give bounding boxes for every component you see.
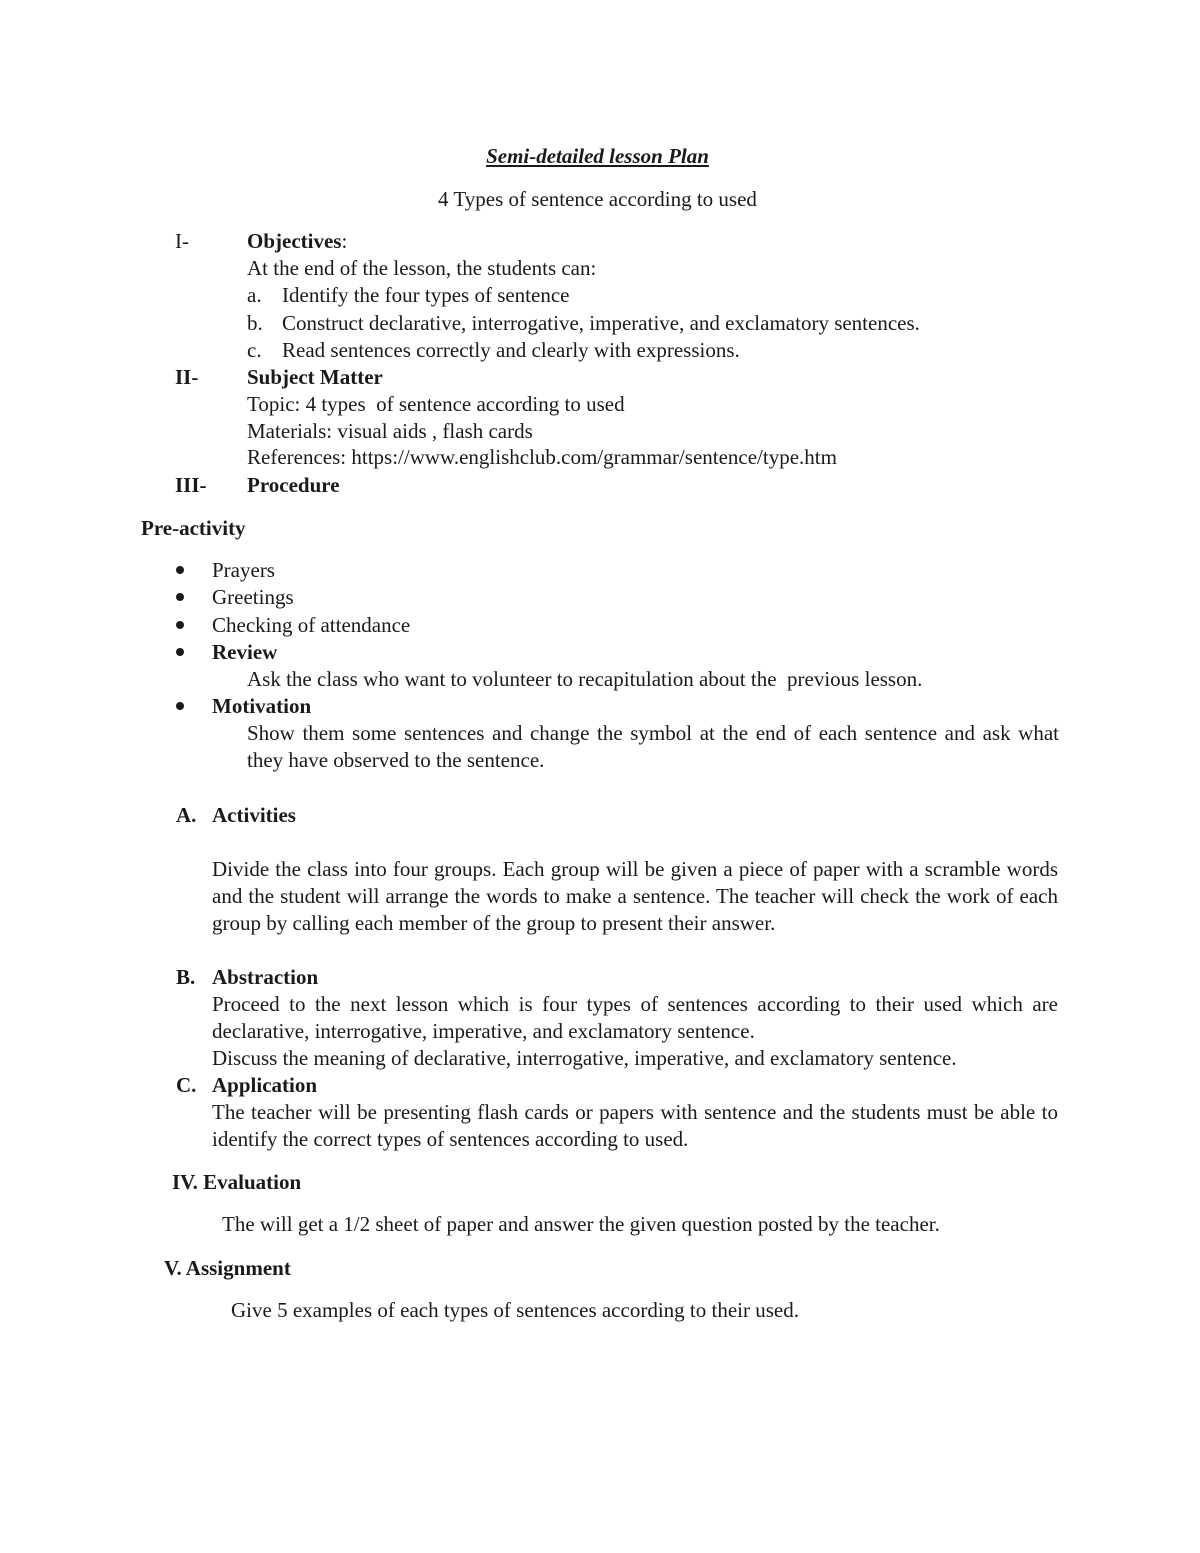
assignment-text: Give 5 examples of each types of sentences according to their used. [231, 1298, 799, 1322]
pre-activity-heading: Pre-activity [141, 516, 246, 540]
objective-letter: a. [247, 283, 262, 307]
objective-item: Identify the four types of sentence [282, 283, 570, 307]
bullet-icon [176, 621, 184, 629]
subject-references: References: https://www.englishclub.com/grammar/sentence/type.htm [247, 445, 837, 469]
bullet-icon [176, 648, 184, 656]
document-title: Semi-detailed lesson Plan [486, 144, 709, 168]
objective-letter: b. [247, 311, 263, 335]
review-text: Ask the class who want to volunteer to recapitulation about the previous lesson. [247, 667, 923, 691]
objectives-intro: At the end of the lesson, the students can: [247, 256, 597, 280]
pre-activity-item: Checking of attendance [212, 613, 411, 637]
objectives-numeral: I- [175, 229, 189, 253]
review-heading: Review [212, 640, 278, 664]
bullet-icon [176, 593, 184, 601]
objective-item: Read sentences correctly and clearly with expressions. [282, 338, 740, 362]
pre-activity-item: Greetings [212, 585, 294, 609]
subject-matter-heading: Subject Matter [247, 365, 383, 389]
objective-item: Construct declarative, interrogative, imperative, and exclamatory sentences. [282, 311, 920, 335]
abstraction-text-1: Proceed to the next lesson which is four types of sentences according to their used which are declarative, interrogative, imperative, and exclamatory sentence. [212, 992, 1058, 1043]
subject-matter-numeral: II- [175, 365, 199, 389]
activities-letter: A. [176, 803, 197, 827]
bullet-icon [176, 702, 184, 710]
procedure-numeral: III- [175, 473, 207, 497]
evaluation-text: The will get a 1/2 sheet of paper and answer the given question posted by the teacher. [222, 1212, 940, 1236]
assignment-heading: V. Assignment [164, 1256, 291, 1280]
abstraction-heading: Abstraction [212, 965, 319, 989]
procedure-heading: Procedure [247, 473, 340, 497]
abstraction-letter: B. [176, 965, 196, 989]
objectives-heading: Objectives [247, 229, 342, 253]
application-letter: C. [176, 1073, 197, 1097]
objectives-heading-line [247, 228, 347, 255]
motivation-text: Show them some sentences and change the symbol at the end of each sentence and ask what they have observed to the sentence. [247, 721, 1059, 772]
subject-topic: Topic: 4 types of sentence according to used [247, 392, 625, 416]
application-text: The teacher will be presenting flash cards or papers with sentence and the students must be able to identify the correct types of sentences according to used. [212, 1100, 1058, 1151]
motivation-heading: Motivation [212, 694, 312, 718]
abstraction-text-2: Discuss the meaning of declarative, interrogative, imperative, and exclamatory sentence. [212, 1046, 957, 1070]
evaluation-heading: IV. Evaluation [172, 1170, 302, 1194]
activities-heading: Activities [212, 803, 296, 827]
subject-materials: Materials: visual aids , flash cards [247, 419, 533, 443]
document-subtitle: 4 Types of sentence according to used [438, 187, 757, 211]
bullet-icon [176, 566, 184, 574]
application-heading: Application [212, 1073, 318, 1097]
pre-activity-item: Prayers [212, 558, 275, 582]
activities-text: Divide the class into four groups. Each group will be given a piece of paper with a scramble words and the student will arrange the words to make a sentence. The teacher will check the work of each group by calling each member of the group to present their answer. [212, 857, 1058, 935]
objective-letter: c. [247, 338, 262, 362]
objectives-colon: : [341, 229, 348, 253]
